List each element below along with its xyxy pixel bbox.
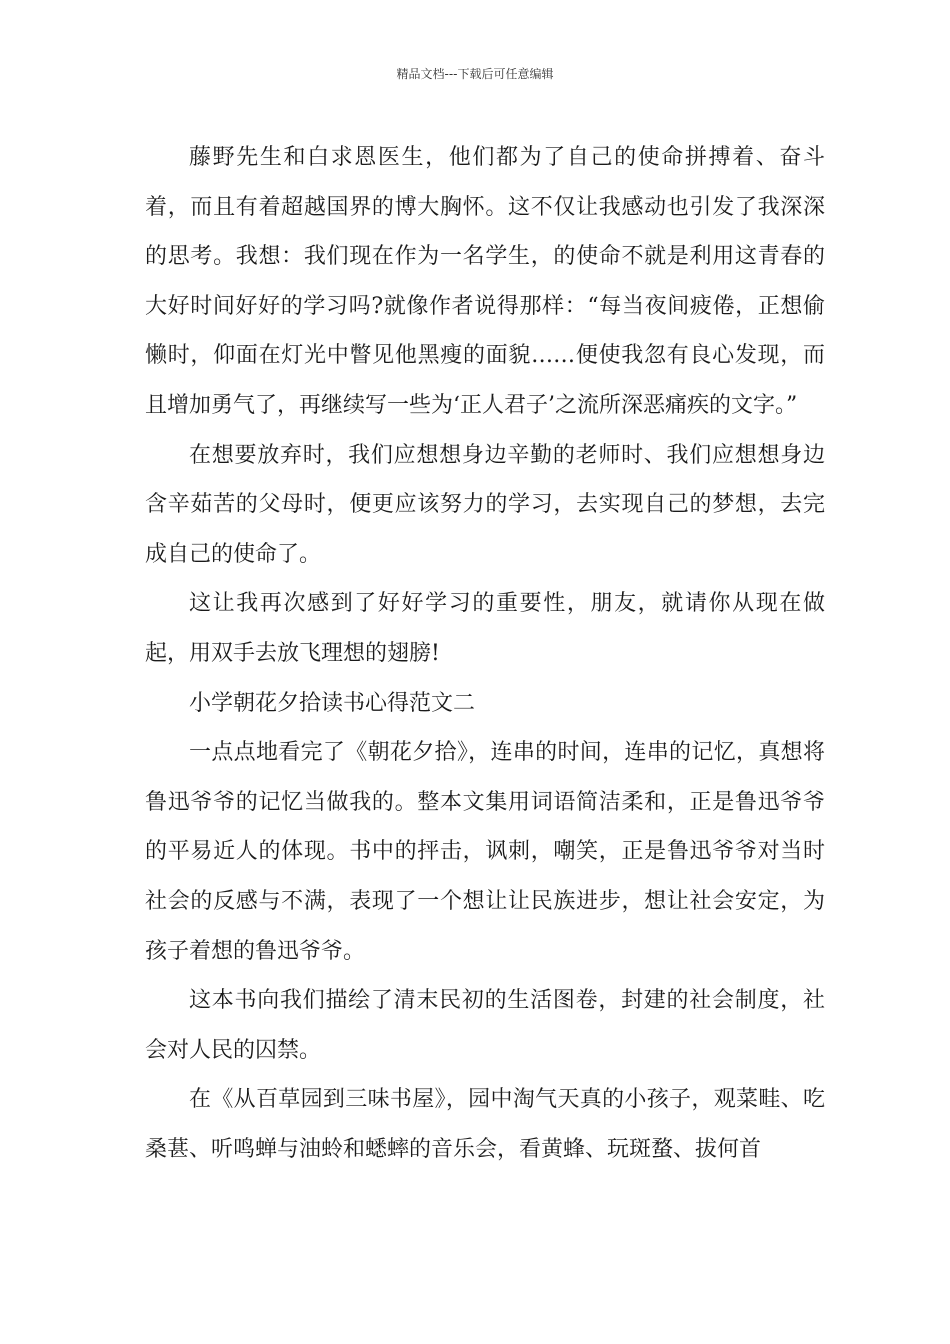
section-heading: 小学朝花夕拾读书心得范文二 [189,690,476,716]
document-body [145,133,825,1174]
page-header: 精品文档---下载后可任意编辑 [396,67,554,81]
paragraph: 这让我再次感到了好好学习的重要性，朋友，就请你从现在做起，用双手去放飞理想的翅膀! [145,591,825,666]
paragraph: 这本书向我们描绘了清末民初的生活图卷，封建的社会制度，社会对人民的囚禁。 [145,988,825,1063]
paragraph: 一点点地看完了《朝花夕拾》，连串的时间，连串的记忆，真想将鲁迅爷爷的记忆当做我的。整本文集用词语简洁柔和，正是鲁迅爷爷的平易近人的体现。书中的抨击，讽刺，嘲笑，正是鲁迅爷爷对当时社会的反感与不满，表现了一个想让让民族进步，想让社会安定，为孩子着想的鲁迅爷爷。 [145,740,825,964]
paragraph: 在《从百草园到三味书屋》，园中淘气天真的小孩子，观菜畦、吃桑葚、听鸣蝉与油蛉和蟋蟀的音乐会，看黄蜂、玩斑蝥、拔何首 [145,1087,825,1162]
paragraph: 在想要放弃时，我们应想想身边辛勤的老师时、我们应想想身边含辛茹苦的父母时，便更应该努力的学习，去实现自己的梦想，去完成自己的使命了。 [145,442,825,567]
paragraph: 藤野先生和白求恩医生，他们都为了自己的使命拼搏着、奋斗着，而且有着超越国界的博大胸怀。这不仅让我感动也引发了我深深的思考。我想：我们现在作为一名学生，的使命不就是利用这青春的大好时间好好的学习吗?就像作者说得那样：“每当夜间疲倦，正想偷懒时，仰面在灯光中瞥见他黑瘦的面貌……便使我忽有良心发现，而且增加勇气了，再继续写一些为‘正人君子’之流所深恶痛疾的文字。” [145,145,825,418]
